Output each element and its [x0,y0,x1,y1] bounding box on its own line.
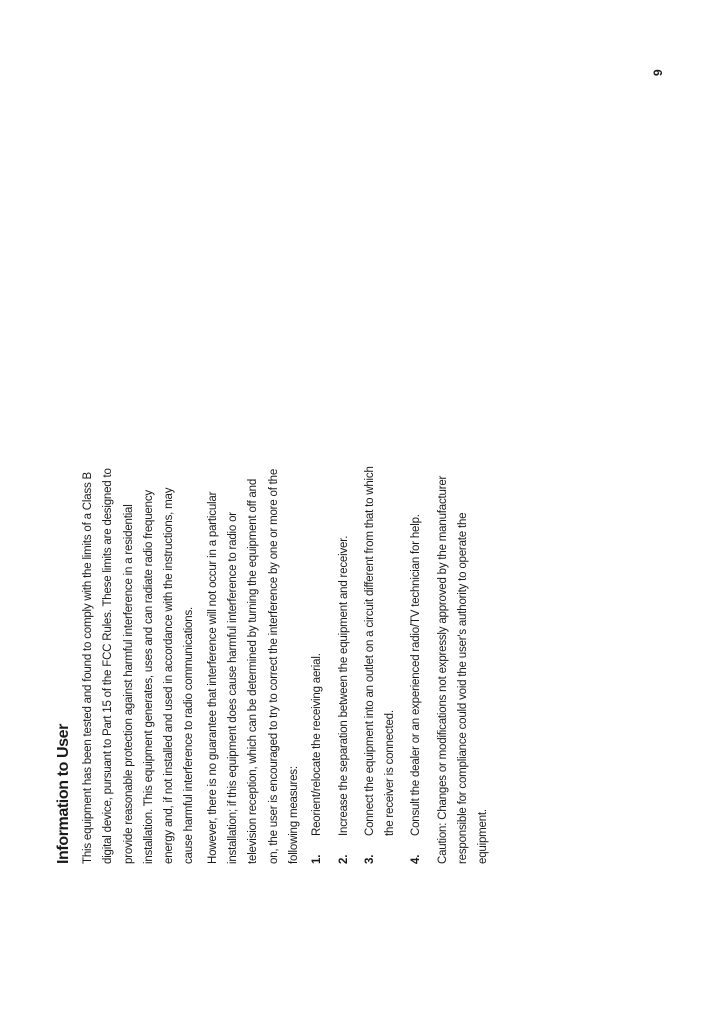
list-item-number: 1. [311,854,324,864]
paragraph-compliance: This equipment has been tested and found to comply with the limits of a Class B digital device, pursuant to Part 15 of the FCC Rules. These limits are designed to provide reasonable protection against harmful interference in a residential installation. This equipment generates, uses and can radiate radio frequency energy and, if not installed and used in accordance with the instructions, may cause harmful interference to radio communications. [82,468,196,864]
list-item [406,464,426,864]
list-item [334,464,354,864]
page-number: 9 [651,69,665,76]
list-item-text: Increase the separation between the equipment and receiver. [337,535,350,836]
measures-list [307,464,426,864]
fcc-notice [52,464,497,864]
list-item-text: Connect the equipment into an outlet on a circuit different from that to which the receiver is connected. [363,466,397,836]
list-item-text: Reorient/relocate the receiving aerial. [311,653,324,836]
list-item [307,464,327,864]
paragraph-interference: However, there is no guarantee that interference will not occur in a particular installation; if this equipment does cause harmful interference to radio or television reception, which can be determined by turning the equipment off and on, the user is encouraged to try to correct the interference by one or more of the following measures: [206,468,300,864]
caution-note: Caution: Changes or modifications not expressly approved by the manufacturer responsible for compliance could void the user's authority to operate the equipment. [436,475,490,864]
list-item-number: 2. [337,854,350,864]
list-item-text: Consult the dealer or an experienced radio/TV technician for help. [410,514,423,836]
list-item [360,464,401,864]
list-item-number: 4. [410,854,423,864]
section-title: Information to User [55,724,72,864]
list-item-number: 3. [363,854,376,864]
